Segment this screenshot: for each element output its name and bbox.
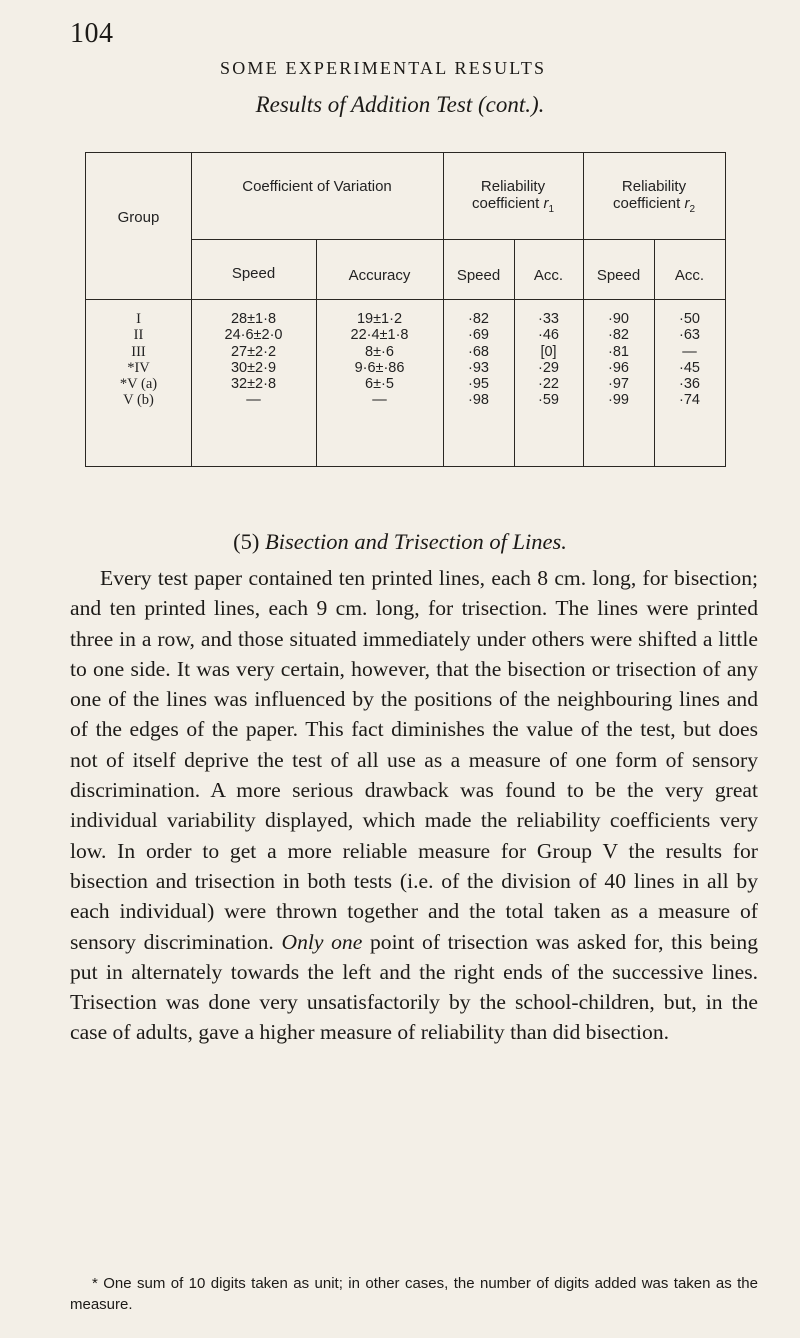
- table-cell: 30±2·9: [230, 359, 277, 376]
- header-r2-speed: Speed: [596, 267, 641, 284]
- table-cell: —: [246, 392, 261, 409]
- table-cell: *IV: [127, 359, 150, 376]
- column-r2-acc: [654, 311, 725, 409]
- table-cell: ·95: [468, 376, 489, 393]
- table-cell: V (b): [123, 392, 154, 409]
- table-cell: 6±·5: [365, 376, 394, 393]
- table-cell: ·82: [468, 311, 489, 327]
- footnote: [70, 1273, 758, 1315]
- table-cell: 22·4±1·8: [350, 327, 409, 344]
- table-cell: ·69: [468, 327, 489, 344]
- paragraph-text: Every test paper contained ten printed lines, each 8 cm. long, for bisection; and ten printed lines, each 9 cm. long, for trisection. The lines were printed three in a row, and those situated immediately under others were shifted a little to one side. It was very certain, however, that the bisection or trisection of any one of the lines was influenced by the positions of the neighbouring lines and of the edges of the paper. This fact diminishes the value of the test, but does not of itself deprive the test of all use as a measure of one form of sensory discrimination. A more serious drawback was found to be the very great individual variability displayed, which made the reliability coefficients very low. In order to get a more reliable measure for Group V the results for bisection and trisection in both tests (i.e. of the division of 40 lines in all by each individual) were thrown together and the total taken as a measure of sensory discrimination.: [70, 566, 758, 954]
- table-cell: 9·6±·86: [354, 359, 405, 376]
- table-cell: *V (a): [119, 376, 158, 393]
- header-cv-accuracy: Accuracy: [348, 267, 411, 284]
- table-cell: ·29: [538, 359, 559, 376]
- table-cell: ·22: [538, 376, 559, 393]
- results-table: [85, 152, 726, 467]
- header-r2-acc: Acc.: [674, 267, 705, 284]
- table-cell: ·50: [679, 311, 700, 327]
- paragraph-text-end: point of trisection was asked for, this being put in alternately towards the left and the right ends of the successive lines. Trisection was done very unsatisfactorily by the school-children, but, in the case of adults, gave a higher measure of reliability than did bisection.: [70, 929, 759, 1045]
- table-cell: III: [131, 343, 146, 360]
- table-cell: ·93: [468, 359, 489, 376]
- header-cv-speed: Speed: [231, 265, 276, 282]
- header-coefficient-of-variation: Coefficient of Variation: [242, 178, 392, 195]
- table-cell: 28±1·8: [230, 311, 277, 327]
- table-cell: I: [136, 311, 141, 327]
- table-cell: ·81: [608, 343, 629, 360]
- column-cv-accuracy: [316, 311, 443, 409]
- paragraph-emphasis: Only one: [281, 929, 363, 954]
- footnote-text: * One sum of 10 digits taken as unit; in other cases, the number of digits added was taken as the measure.: [70, 1275, 758, 1313]
- header-reliability-r1: Reliability coefficient $r_1$: [472, 178, 554, 215]
- column-group: [86, 311, 191, 409]
- section-number: (5): [233, 529, 260, 554]
- table-cell: ·68: [468, 343, 489, 360]
- table-cell: 24·6±2·0: [224, 327, 283, 344]
- column-r1-acc: [514, 311, 583, 409]
- table-cell: ·33: [538, 311, 559, 327]
- table-cell: ·96: [608, 359, 629, 376]
- page-number: 104: [70, 18, 114, 49]
- table-cell: ·36: [679, 376, 700, 393]
- column-r2-speed: [583, 311, 654, 409]
- table-cell: —: [372, 392, 387, 409]
- table-cell: 8±·6: [365, 343, 394, 360]
- table-cell: [0]: [540, 343, 557, 360]
- table-cell: ·45: [679, 359, 700, 376]
- column-cv-speed: [191, 311, 316, 409]
- section-heading: [0, 529, 800, 555]
- table-title-suffix: (cont.).: [477, 92, 545, 117]
- column-r1-speed: [443, 311, 514, 409]
- table-cell: ·90: [608, 311, 629, 327]
- table-cell: —: [682, 343, 697, 360]
- table-cell: ·98: [468, 392, 489, 409]
- table-cell: ·82: [608, 327, 629, 344]
- table-cell: ·99: [608, 392, 629, 409]
- table-cell: 32±2·8: [230, 376, 277, 393]
- table-cell: ·97: [608, 376, 629, 393]
- table-title-text: Results of Addition Test: [255, 92, 473, 117]
- header-reliability-r2: Reliability coefficient $r_2$: [613, 178, 695, 215]
- header-group: Group: [117, 209, 160, 226]
- table-cell: 19±1·2: [356, 311, 403, 327]
- table-cell: ·74: [679, 392, 700, 409]
- header-r1-speed: Speed: [456, 267, 501, 284]
- running-head: SOME EXPERIMENTAL RESULTS: [220, 58, 547, 78]
- body-paragraph: [70, 563, 758, 1048]
- table-cell: II: [133, 327, 144, 344]
- table-cell: ·59: [538, 392, 559, 409]
- table-cell: 27±2·2: [230, 343, 277, 360]
- section-title: Bisection and Trisection of Lines.: [265, 529, 567, 554]
- table-cell: ·63: [679, 327, 700, 344]
- table-cell: ·46: [538, 327, 559, 344]
- header-r1-acc: Acc.: [533, 267, 564, 284]
- table-title: [0, 92, 800, 118]
